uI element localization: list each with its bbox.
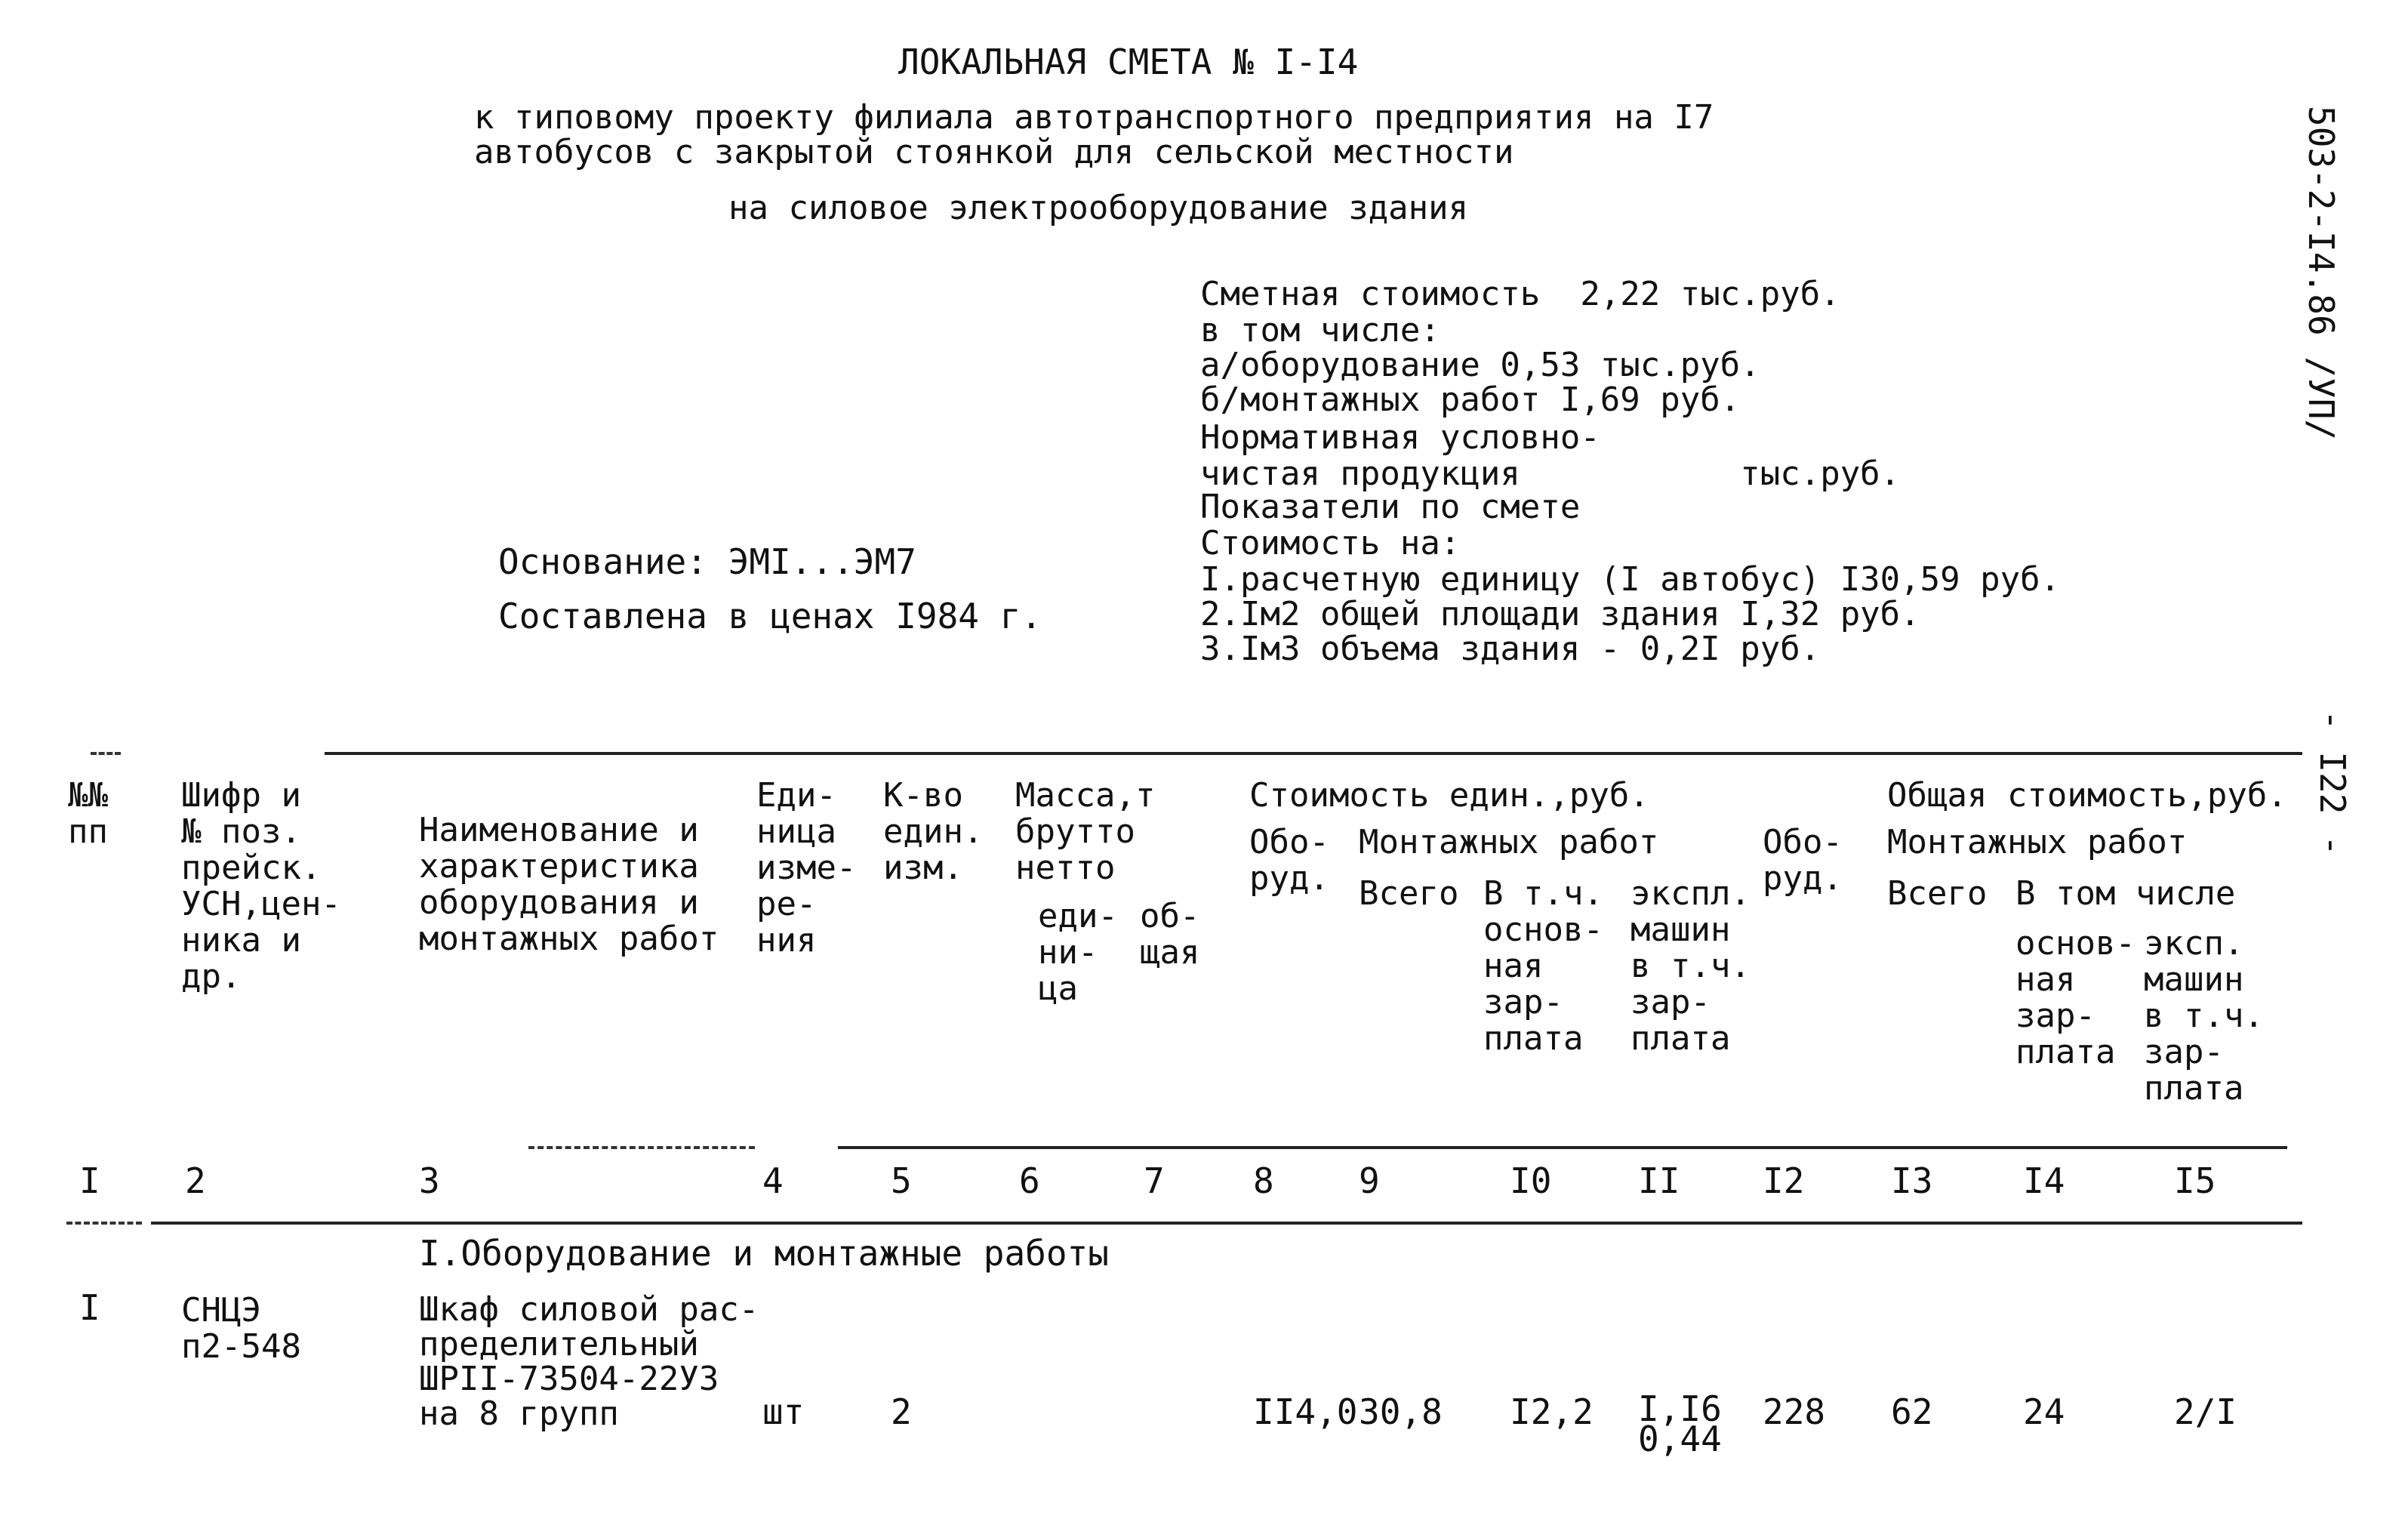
col-header-total-group: Общая стоимость,руб. xyxy=(1887,776,2287,815)
col-number: I4 xyxy=(2023,1160,2065,1201)
section-heading: I.Оборудование и монтажные работы xyxy=(419,1233,1109,1274)
col-number: 4 xyxy=(762,1160,784,1201)
col-header-incl: В том числе xyxy=(2015,874,2236,913)
col-number: 9 xyxy=(1359,1160,1380,1201)
col-number: I xyxy=(79,1160,100,1201)
cost-line: в том числе: xyxy=(1200,311,1440,350)
col-header-unit-mach: экспл. машин в т.ч. зар- плата xyxy=(1630,874,1751,1058)
col-header-code: Шифр и № поз. прейск. УСН,цен- ника и др. xyxy=(181,776,341,996)
col-header-number: №№ пп xyxy=(68,776,108,851)
col-number: I2 xyxy=(1763,1160,1805,1201)
basis-line: Составлена в ценах I984 г. xyxy=(498,596,1042,636)
col-number: I3 xyxy=(1891,1160,1933,1201)
row-name: Шкаф силовой рас- пределительный ШРII-73504-22У3 на 8 групп xyxy=(419,1290,759,1433)
row-unit: шт xyxy=(762,1391,805,1432)
cost-line: Стоимость на: xyxy=(1200,524,1461,562)
col-header-mont-group: Монтажных работ xyxy=(1359,823,1659,861)
col-header-unit-equip: Обо- руд. xyxy=(1249,823,1329,898)
col-header-total-wage: основ- ная зар- плата xyxy=(2015,924,2135,1071)
subtitle-line-1: к типовому проекту филиала автотранспортного предприятия на I7 xyxy=(474,98,1714,137)
col-header-total-mont-group: Монтажных работ xyxy=(1887,823,2188,861)
cost-line: 2.Iм2 общей площади здания I,32 руб. xyxy=(1200,595,1920,633)
cost-line: Нормативная условно- xyxy=(1200,418,1600,457)
page-number: - I22 - xyxy=(2312,710,2353,856)
table-top-rule-dash xyxy=(91,752,121,755)
document-code: 503-2-I4.86 /УП/ xyxy=(2301,106,2342,441)
col-number: 6 xyxy=(1019,1160,1040,1201)
header-bottom-rule xyxy=(151,1222,2302,1225)
row-total-equip: 228 xyxy=(1763,1391,1826,1432)
subtitle-line-3: на силовое электрооборудование здания xyxy=(728,189,1469,227)
row-number: I xyxy=(79,1287,100,1328)
cost-line: чистая продукция тыс.руб. xyxy=(1200,454,1901,493)
subtitle-line-2: автобусов с закрытой стоянкой для сельской местности xyxy=(474,133,1514,171)
cost-line: Сметная стоимость 2,22 тыс.руб. xyxy=(1200,275,1840,313)
column-number-rule-dash xyxy=(528,1146,755,1149)
row-unit-wage: I2,2 xyxy=(1510,1391,1594,1432)
col-header-qty: К-во един. изм. xyxy=(883,776,984,887)
col-header-mass-unit: еди- ни- ца xyxy=(1038,897,1118,1008)
header-bottom-rule-dash xyxy=(66,1222,142,1225)
col-header-unit: Еди- ница изме- ре- ния xyxy=(756,776,857,960)
row-total-mach: 2/I xyxy=(2174,1391,2237,1432)
col-header-total-mont: Всего xyxy=(1887,874,1988,913)
col-number: 3 xyxy=(419,1160,440,1201)
row-unit-equip: II4,0 xyxy=(1253,1391,1358,1432)
cost-line: б/монтажных работ I,69 руб. xyxy=(1200,381,1741,419)
col-header-total-mach: эксп. машин в т.ч. зар- плата xyxy=(2144,924,2264,1108)
row-code: СНЦЭ п2-548 xyxy=(181,1291,301,1366)
col-number: 8 xyxy=(1253,1160,1274,1201)
col-number: II xyxy=(1638,1160,1680,1201)
table-top-rule xyxy=(325,752,2302,755)
col-number: 5 xyxy=(891,1160,912,1201)
col-header-mass-total: об- щая xyxy=(1140,897,1200,972)
col-header-name: Наименование и характеристика оборудования и монтажных работ xyxy=(419,811,719,958)
row-unit-mach: I,I6 0,44 xyxy=(1638,1388,1722,1459)
col-header-total-equip: Обо- руд. xyxy=(1763,823,1843,898)
col-number: 2 xyxy=(185,1160,206,1201)
row-unit-total: 30,8 xyxy=(1359,1391,1443,1432)
col-header-unit-cost-group: Стоимость един.,руб. xyxy=(1249,776,1649,815)
document-title: ЛОКАЛЬНАЯ СМЕТА № I-I4 xyxy=(898,42,1359,82)
column-number-rule xyxy=(838,1146,2287,1149)
cost-line: I.расчетную единицу (I автобус) I30,59 руб. xyxy=(1200,560,2061,599)
col-header-unit-total: Всего xyxy=(1359,874,1459,913)
basis-line: Основание: ЭМI...ЭМ7 xyxy=(498,541,916,582)
row-total-wage: 24 xyxy=(2023,1391,2065,1432)
col-number: I5 xyxy=(2174,1160,2216,1201)
cost-line: 3.Iм3 объема здания - 0,2I руб. xyxy=(1200,630,1821,668)
col-number: 7 xyxy=(1144,1160,1165,1201)
col-number: I0 xyxy=(1510,1160,1552,1201)
col-header-unit-wage: В т.ч. основ- ная зар- плата xyxy=(1483,874,1603,1058)
col-header-mass-group: Масса,т брутто нетто xyxy=(1015,776,1156,887)
cost-line: Показатели по смете xyxy=(1200,488,1581,526)
row-qty: 2 xyxy=(891,1391,912,1432)
row-total-mont: 62 xyxy=(1891,1391,1933,1432)
cost-line: а/оборудование 0,53 тыс.руб. xyxy=(1200,346,1760,384)
